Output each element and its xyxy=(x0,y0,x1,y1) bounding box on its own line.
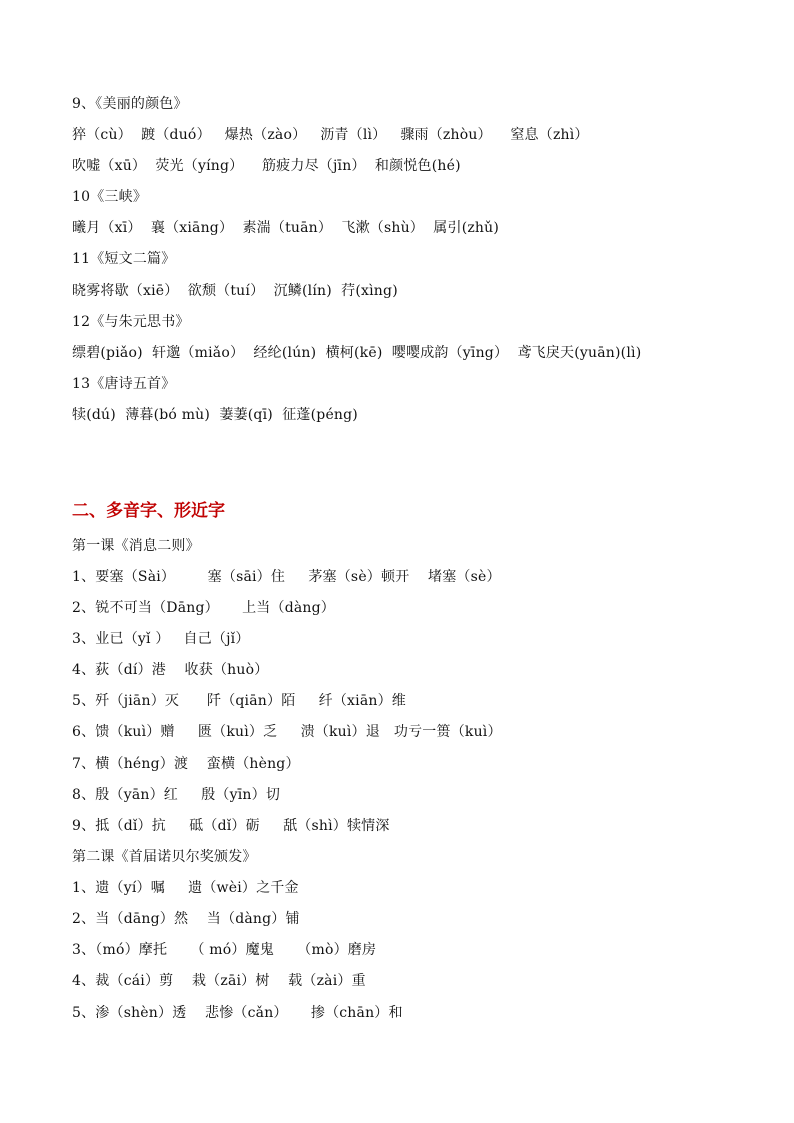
vocab-line: 猝（cù） 踱（duó） 爆热（zào） 沥青（lì） 骤雨（zhòu） 窒息（zhì） xyxy=(72,127,589,143)
polyphone-line: 1、要塞（Sài） 塞（sāi）住 茅塞（sè）顿开 堵塞（sè） xyxy=(72,569,501,585)
vocab-line: 晓雾将歇（xiē） 欲颓（tuí） 沉鳞(lín) 荇(xìng) xyxy=(72,283,398,299)
lesson-title-12: 12《与朱元思书》 xyxy=(72,314,190,330)
section-heading: 二、多音字、形近字 xyxy=(72,501,225,521)
polyphone-line: 9、抵（dǐ）抗 砥（dǐ）砺 舐（shì）犊情深 xyxy=(72,818,390,834)
polyphone-line: 6、馈（kuì）赠 匮（kuì）乏 溃（kuì）退 功亏一篑（kuì） xyxy=(72,724,502,740)
lesson-title-9: 9、《美丽的颜色》 xyxy=(72,96,188,112)
polyphone-line: 5、渗（shèn）透 悲惨（cǎn） 掺（chān）和 xyxy=(72,1005,403,1021)
polyphone-line: 3、（mó）摩托 （ mó）魔鬼 （mò）磨房 xyxy=(72,942,377,958)
vocab-line: 缥碧(piǎo) 轩邈（miǎo） 经纶(lún) 横柯(kē) 嘤嘤成韵（yīng） 鸢飞戾天(yuān)(lì) xyxy=(72,345,642,361)
polyphone-line: 3、业已（yǐ ） 自己（jǐ） xyxy=(72,631,250,647)
vocab-line: 吹嘘（xū） 荧光（yíng） 筋疲力尽（jīn） 和颜悦色(hé) xyxy=(72,158,461,174)
vocab-line: 曦月（xī） 襄（xiāng） 素湍（tuān） 飞漱（shù） 属引(zhǔ) xyxy=(72,220,500,236)
polyphone-line: 4、荻（dí）港 收获（huò） xyxy=(72,662,269,678)
polyphone-line: 5、歼（jiān）灭 阡（qiān）陌 纤（xiān）维 xyxy=(72,693,406,709)
lesson-title: 第二课《首届诺贝尔奖颁发》 xyxy=(72,849,257,865)
polyphone-line: 2、锐不可当（Dāng） 上当（dàng） xyxy=(72,600,335,616)
polyphone-line: 4、裁（cái）剪 栽（zāi）树 载（zài）重 xyxy=(72,973,366,989)
lesson-title: 第一课《消息二则》 xyxy=(72,538,200,554)
polyphone-line: 7、横（héng）渡 蛮横（hèng） xyxy=(72,756,300,772)
polyphone-line: 1、遗（yí）嘱 遗（wèi）之千金 xyxy=(72,880,299,896)
polyphone-line: 8、殷（yān）红 殷（yīn）切 xyxy=(72,787,281,803)
lesson-title-10: 10《三峡》 xyxy=(72,189,148,205)
polyphone-line: 2、当（dāng）然 当（dàng）铺 xyxy=(72,911,300,927)
lesson-title-11: 11《短文二篇》 xyxy=(72,251,176,267)
lesson-title-13: 13《唐诗五首》 xyxy=(72,376,176,392)
vocab-line: 犊(dú) 薄暮(bó mù) 萋萋(qī) 征蓬(péng) xyxy=(72,407,358,423)
